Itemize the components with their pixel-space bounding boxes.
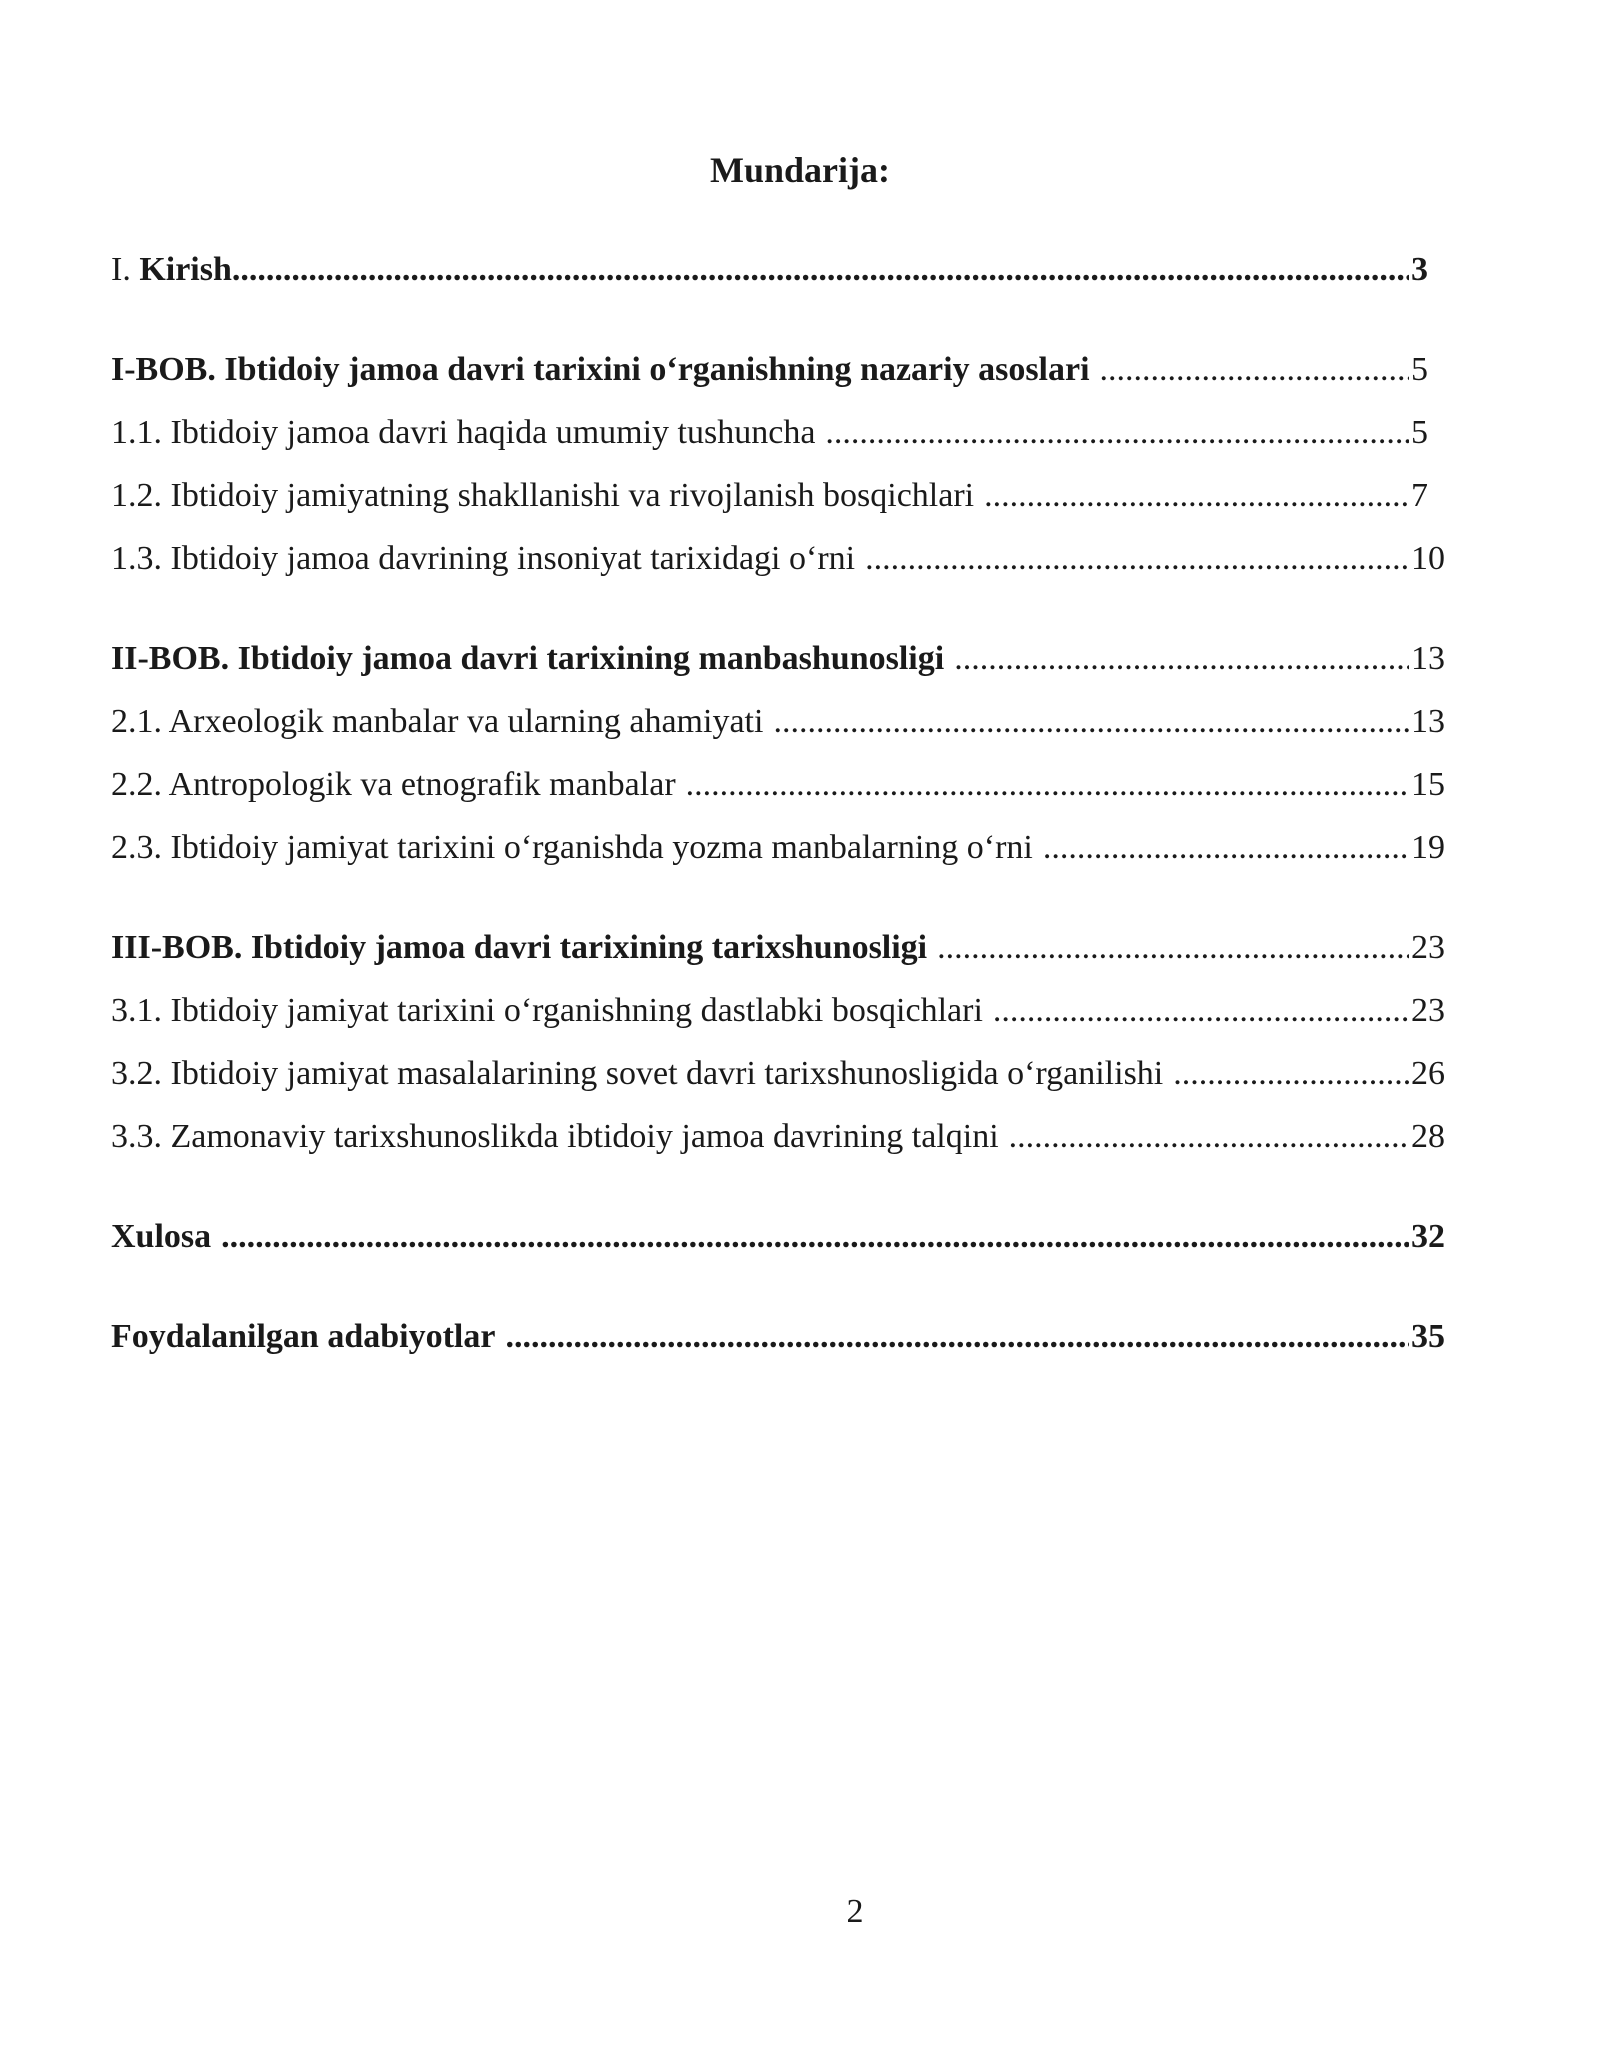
toc-entry-page: 5 [1411,414,1428,451]
toc-entry-prefix: I. [111,251,131,288]
toc-entry-page: 13 [1411,703,1445,740]
toc-entry-label: 1.1. Ibtidoiy jamoa davri haqida umumiy tushuncha [111,414,816,451]
toc-entry-section-3-2[interactable] [111,1052,1445,1096]
toc-leader-dots [773,700,1409,744]
toc-entry-label: 1.3. Ibtidoiy jamoa davrining insoniyat tarixidagi o‘rni [111,540,856,577]
toc-entry-label: 2.3. Ibtidoiy jamiyat tarixini o‘rganishda yozma manbalarning o‘rni [111,829,1033,866]
toc-leader-dots [221,1215,1409,1259]
toc-leader-dots [1009,1115,1409,1159]
toc-entry-page: 35 [1411,1318,1445,1355]
toc-entry-page: 23 [1411,992,1445,1029]
toc-leader-dots [686,763,1409,807]
toc-entry-label: I-BOB. Ibtidoiy jamoa davri tarixini o‘rganishning nazariy asoslari [111,351,1090,388]
toc-entry-page: 5 [1411,351,1428,388]
toc-leader-dots [825,411,1409,455]
toc-entry-page: 26 [1411,1055,1445,1092]
toc-leader-dots [937,926,1409,970]
toc-entry-chapter-2[interactable] [111,637,1445,681]
toc-entry-label: 2.1. Arxeologik manbalar va ularning ahamiyati [111,703,764,740]
toc-entry-section-2-2[interactable] [111,763,1445,807]
toc-entry-label: 3.2. Ibtidoiy jamiyat masalalarining sovet davri tarixshunosligida o‘rganilishi [111,1055,1164,1092]
toc-leader-dots [1043,826,1409,870]
toc-entry-xulosa[interactable] [111,1215,1445,1259]
toc-leader-dots [954,637,1409,681]
toc-entry-chapter-3[interactable] [111,926,1445,970]
toc-entry-section-2-3[interactable] [111,826,1445,870]
toc-entry-section-1-2[interactable] [111,474,1428,518]
toc-entry-section-3-1[interactable] [111,989,1445,1033]
toc-leader-dots [984,474,1409,518]
toc-entry-label: 1.2. Ibtidoiy jamiyatning shakllanishi va rivojlanish bosqichlari [111,477,975,514]
toc-leader-dots [1100,348,1409,392]
toc-entry-page: 32 [1411,1218,1445,1255]
toc-entry-label: III-BOB. Ibtidoiy jamoa davri tarixining tarixshunosligi [111,929,928,966]
toc-leader-dots [1173,1052,1409,1096]
toc-entry-page: 10 [1411,540,1445,577]
toc-entry-label: 3.1. Ibtidoiy jamiyat tarixini o‘rganishning dastlabki bosqichlari [111,992,983,1029]
toc-entry-section-2-1[interactable] [111,700,1445,744]
toc-entry-section-1-1[interactable] [111,411,1428,455]
toc-entry-page: 3 [1411,251,1428,288]
toc-entry-label: 2.2. Antropologik va etnografik manbalar [111,766,676,803]
toc-title: Mundarija: [710,150,890,190]
toc-entry-chapter-1[interactable] [111,348,1428,392]
toc-entry-label: Xulosa [111,1218,212,1255]
toc-leader-dots [865,537,1409,581]
toc-entry-section-1-3[interactable] [111,537,1445,581]
page-number: 2 [846,1893,864,1930]
toc-entry-page: 28 [1411,1118,1445,1155]
toc-entry-section-3-3[interactable] [111,1115,1445,1159]
toc-entry-label: Foydalanilgan adabiyotlar [111,1318,496,1355]
toc-entry-label: 3.3. Zamonaviy tarixshunoslikda ibtidoiy jamoa davrining talqini [111,1118,999,1155]
toc-leader-dots [993,989,1409,1033]
toc-leader-dots [232,248,1409,292]
toc-entry-page: 15 [1411,766,1445,803]
toc-entry-page: 13 [1411,640,1445,677]
toc-entry-bibliography[interactable] [111,1315,1445,1359]
toc-leader-dots [505,1315,1409,1359]
toc-entry-page: 7 [1411,477,1428,514]
toc-entry-label: Kirish [139,251,232,288]
toc-entry-label: II-BOB. Ibtidoiy jamoa davri tarixining manbashunosligi [111,640,945,677]
toc-entry-page: 19 [1411,829,1445,866]
toc-entry-page: 23 [1411,929,1445,966]
toc-entry-kirish[interactable] [111,248,1428,292]
